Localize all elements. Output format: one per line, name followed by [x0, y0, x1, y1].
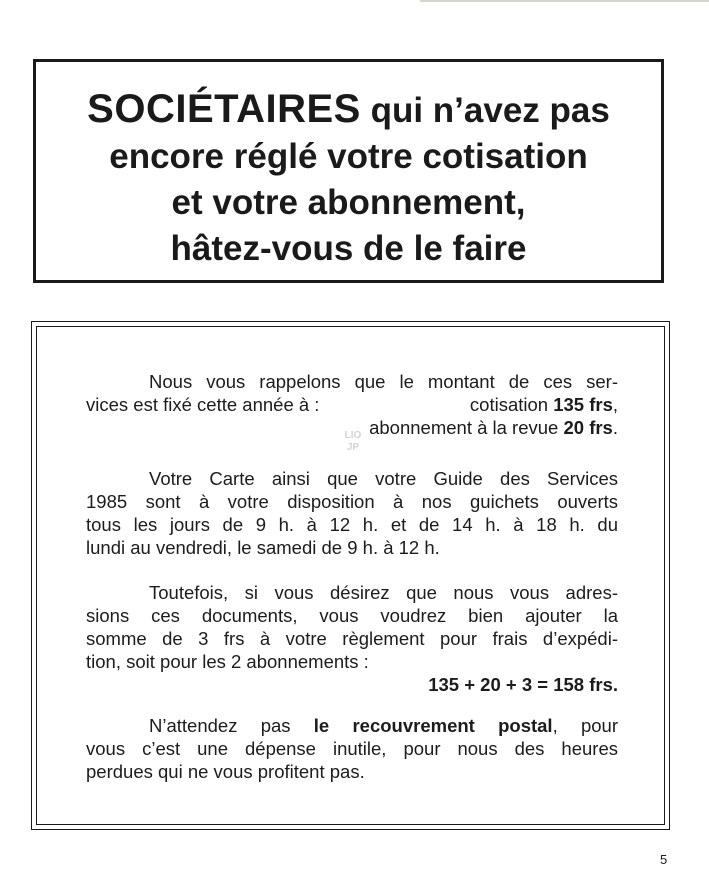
- abonnement-price: 20 frs: [563, 417, 613, 438]
- header-line-4: hâtez-vous de le faire: [170, 229, 527, 268]
- watermark-line-1: LIO: [344, 430, 362, 441]
- card-line-4: lundi au vendredi, le samedi de 9 h. à 12 h.: [86, 537, 440, 558]
- watermark-stamp: [331, 430, 375, 456]
- watermark-line-2: JP: [346, 442, 360, 453]
- paragraph-card-guide: [86, 467, 618, 559]
- cotisation-label: cotisation: [469, 394, 554, 415]
- page-number: 5: [660, 852, 668, 867]
- mailing-line-3: somme de 3 frs à votre règlement pour frais d’expédi-: [86, 628, 618, 649]
- abonnement-label: abonnement à la revue: [369, 417, 564, 438]
- header-line-3: et votre abonnement,: [171, 183, 526, 222]
- paragraph-mailing: [86, 581, 618, 696]
- paragraph-postal: [86, 714, 618, 783]
- header-notice-box: [33, 59, 664, 283]
- rates-line-2: [86, 393, 618, 416]
- rates-line-1: Nous vous rappelons que le montant de ces ser-: [149, 371, 618, 392]
- header-line-1-rest: qui n’avez pas: [360, 91, 610, 130]
- mailing-line-4: tion, soit pour les 2 abonnements :: [86, 651, 369, 672]
- postal-line-3: perdues qui ne vous profitent pas.: [86, 761, 365, 782]
- postal-line-1-end: , pour: [552, 715, 619, 736]
- postal-emphasis: le recouvrement postal: [313, 715, 553, 736]
- mailing-line-2: sions ces documents, vous voudrez bien ajouter la: [86, 605, 618, 626]
- paragraph-rates: [86, 370, 618, 439]
- header-line-2: encore réglé votre cotisation: [109, 137, 588, 176]
- card-line-2: 1985 sont à votre disposition à nos guichets ouverts: [86, 491, 618, 512]
- cotisation-price: 135 frs: [553, 394, 613, 415]
- card-line-3: tous les jours de 9 h. à 12 h. et de 14 h. à 18 h. du: [86, 514, 618, 535]
- postal-line-1: [86, 714, 618, 737]
- postal-line-2: vous c’est une dépense inutile, pour nous des heures: [86, 738, 618, 759]
- header-emphasis: SOCIÉTAIRES: [87, 87, 361, 131]
- top-edge-rule: [420, 0, 709, 2]
- mailing-line-1: Toutefois, si vous désirez que nous vous adres-: [149, 582, 618, 603]
- card-line-1: Votre Carte ainsi que votre Guide des Services: [149, 468, 618, 489]
- postal-intro: N’attendez pas: [149, 715, 314, 736]
- cotisation-punct: ,: [612, 394, 618, 415]
- header-line-1: [36, 86, 661, 134]
- abonnement-punct: .: [612, 417, 618, 438]
- cotisation-amount: [470, 393, 618, 416]
- rates-intro: vices est fixé cette année à :: [86, 394, 320, 415]
- mailing-total: 135 + 20 + 3 = 158 frs.: [428, 674, 618, 695]
